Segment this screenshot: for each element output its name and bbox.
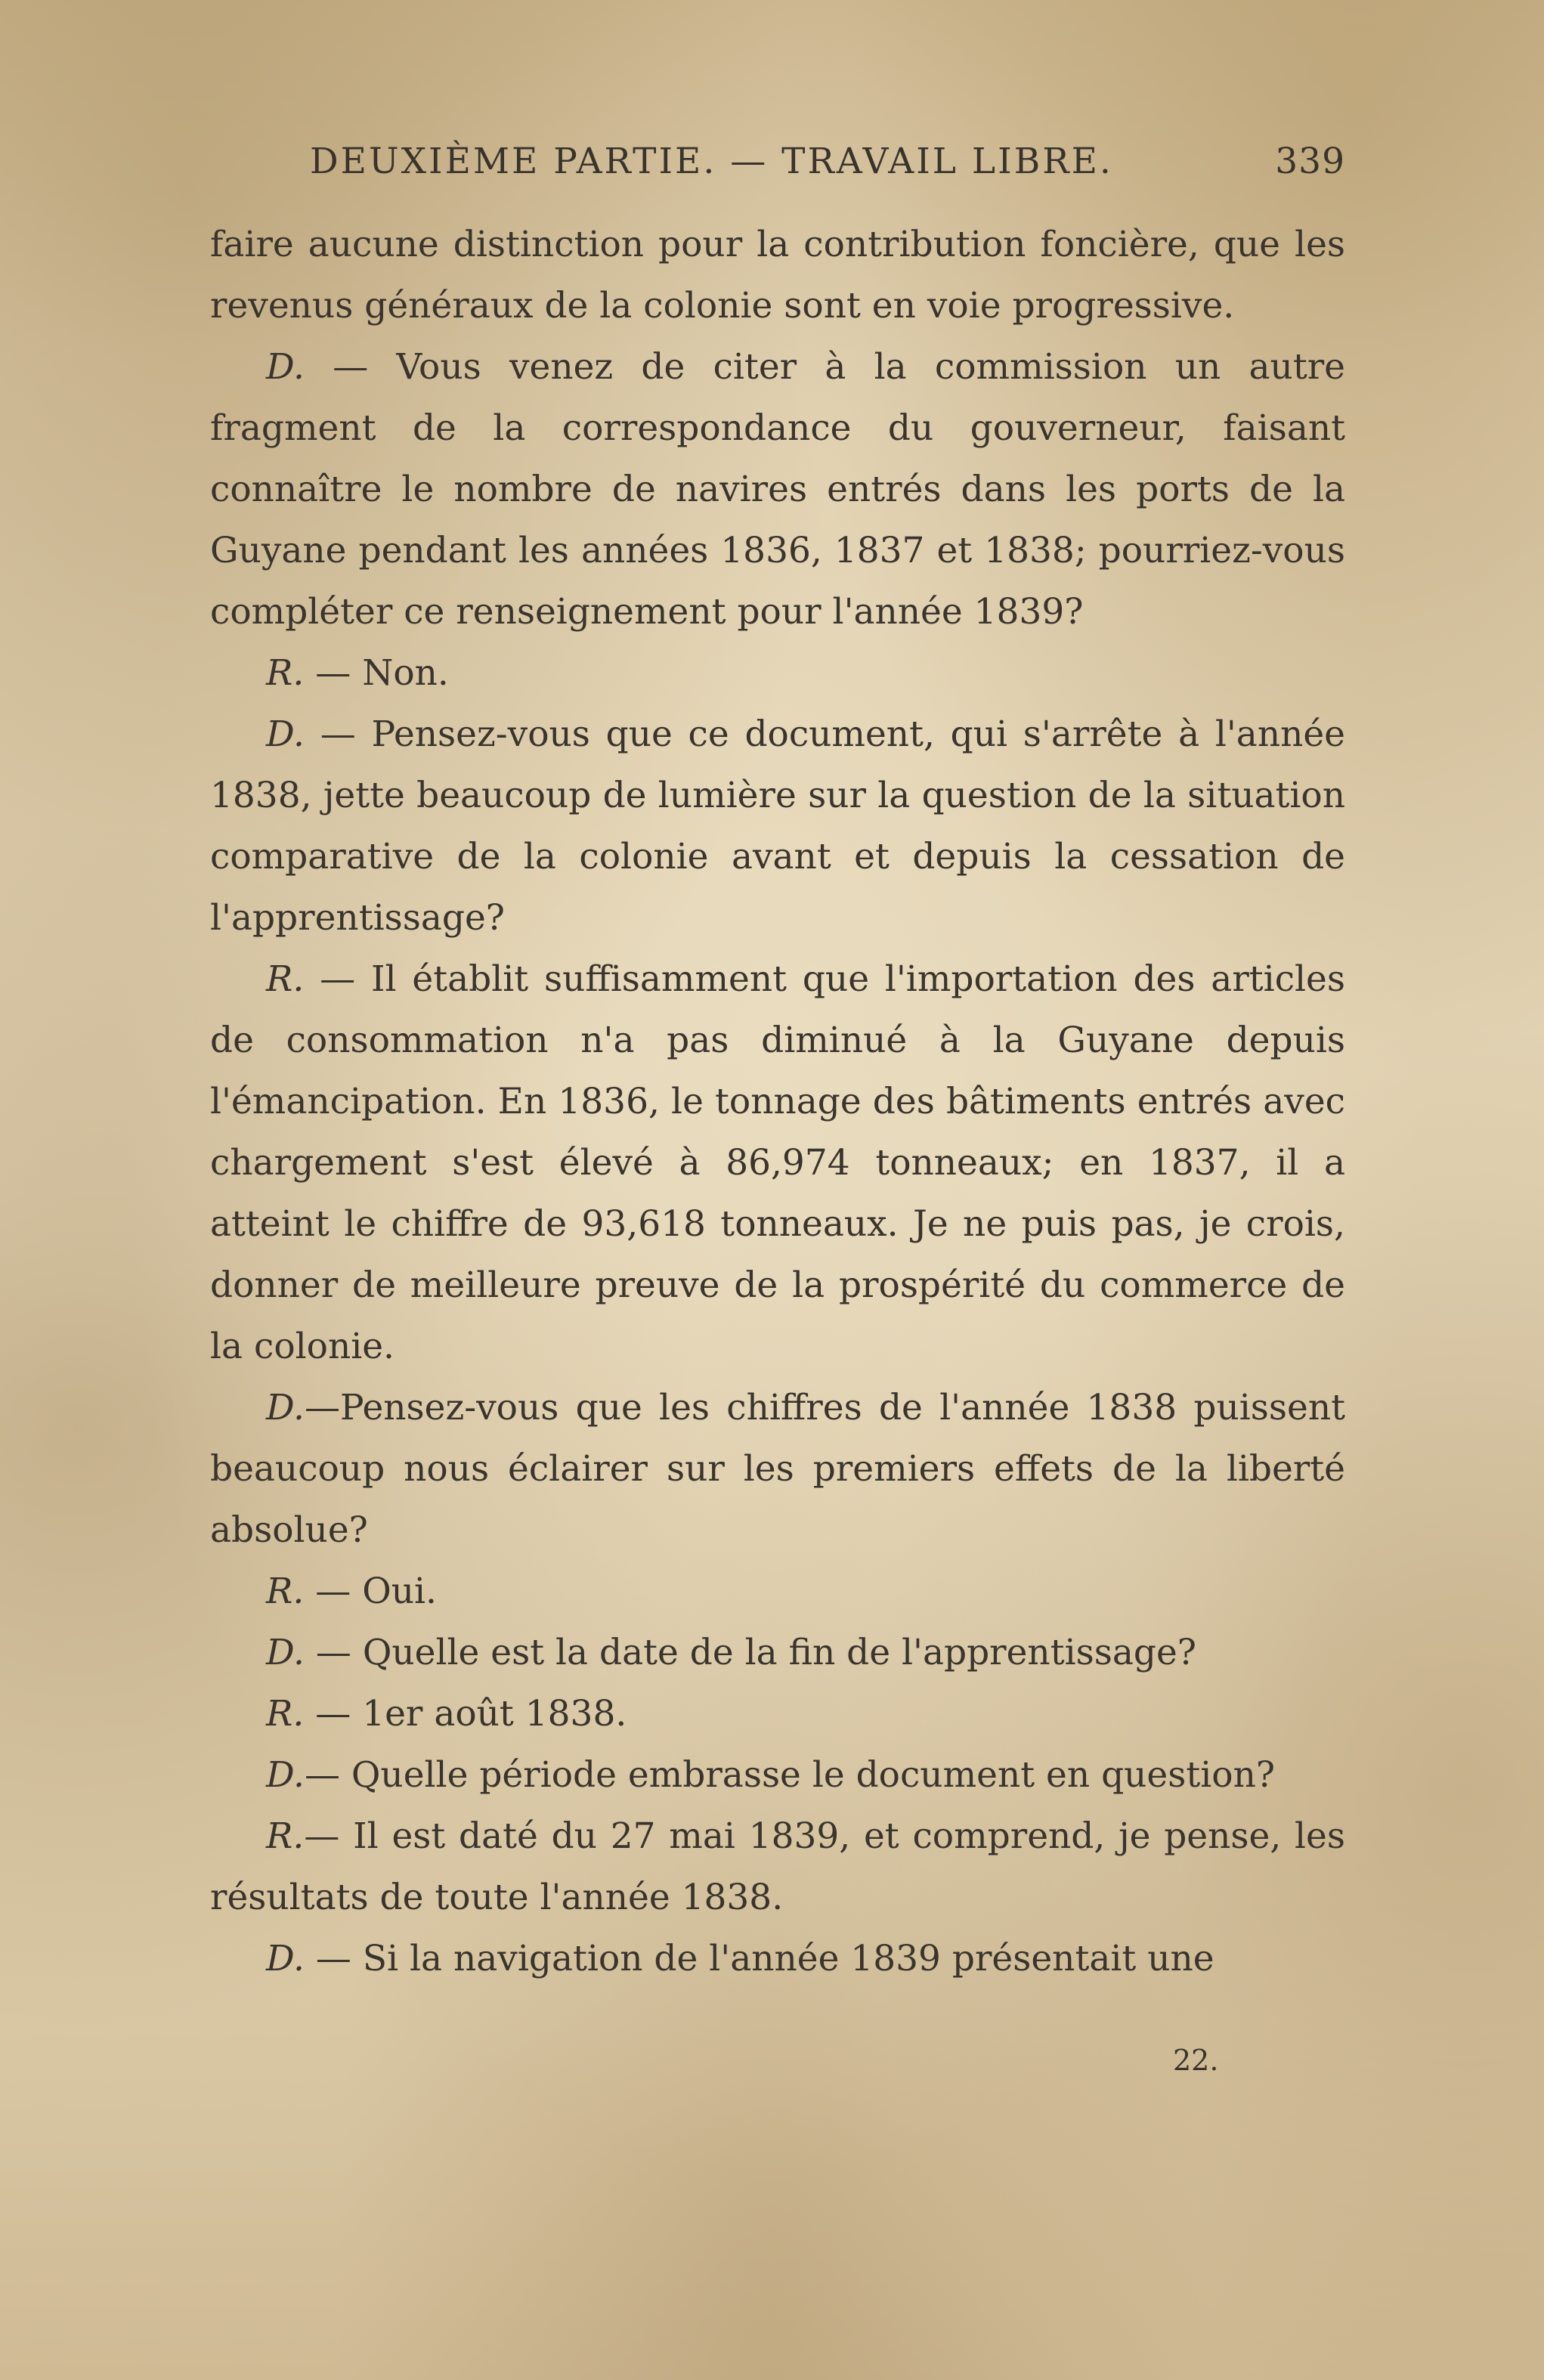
paragraph [210,642,1345,704]
paragraph [210,704,1345,949]
paragraph-text: — Oui. [304,1571,437,1612]
speaker-label: R. [266,1815,305,1857]
paragraph-text: — Quelle période embrasse le document en question? [304,1754,1276,1796]
paragraph-text: faire aucune distinction pour la contribution foncière, que les revenus généraux de la colonie sont en voie progressive. [210,224,1345,327]
speaker-label: D. [266,713,305,755]
paragraph-text: — 1er août 1838. [304,1693,627,1735]
paragraph-text: — Vous venez de citer à la commission un autre fragment de la correspondance du gouverneur, faisant connaître le nombre de navires entrés dans les ports de la Guyane pendant les années 1836, 1837 et 1838; pourriez-vous compléter ce renseignement pour l'année 1839? [210,346,1345,633]
speaker-label: R. [266,958,305,1000]
paragraph-text: — Il est daté du 27 mai 1839, et comprend, je pense, les résultats de toute l'année 1838. [210,1815,1345,1918]
paragraph [210,336,1345,642]
speaker-label: R. [266,652,305,694]
paragraph-text: — Si la navigation de l'année 1839 présentait une [304,1938,1214,1979]
signature-mark: 22. [1173,2044,1219,2077]
body-text [210,214,1345,1989]
speaker-label: D. [266,1632,305,1673]
paragraph [210,1806,1345,1928]
paragraph [210,949,1345,1377]
running-head: DEUXIÈME PARTIE. — TRAVAIL LIBRE. [310,141,1113,182]
paragraph-text: —Pensez-vous que les chiffres de l'année 1838 puissent beaucoup nous éclairer sur les premiers effets de la liberté absolue? [210,1387,1345,1551]
page-number: 339 [1275,141,1345,182]
paragraph-text: — Pensez-vous que ce document, qui s'arrête à l'année 1838, jette beaucoup de lumière sur la question de la situation comparative de la colonie avant et depuis la cessation de l'apprentissage? [210,713,1345,939]
paragraph [210,1744,1345,1806]
paragraph [210,1622,1345,1683]
paragraph-text: — Il établit suffisamment que l'importation des articles de consommation n'a pas diminué à la Guyane depuis l'émancipation. En 1836, le tonnage des bâtiments entrés avec chargement s'est élevé à 86,974 tonneaux; en 1837, il a atteint le chiffre de 93,618 tonneaux. Je ne puis pas, je crois, donner de meilleure preuve de la prospérité du commerce de la colonie. [210,958,1345,1367]
paragraph-text: — Quelle est la date de la fin de l'apprentissage? [304,1632,1196,1673]
speaker-label: D. [266,346,305,388]
speaker-label: R. [266,1693,305,1735]
speaker-label: D. [266,1754,305,1796]
paragraph [210,1683,1345,1744]
speaker-label: D. [266,1387,305,1428]
page-header [310,141,1345,186]
paragraph-text: — Non. [304,652,449,694]
paragraph [210,1561,1345,1622]
speaker-label: D. [266,1938,305,1979]
paragraph [210,1928,1345,1989]
speaker-label: R. [266,1571,305,1612]
paragraph [210,1377,1345,1561]
paragraph [210,214,1345,336]
